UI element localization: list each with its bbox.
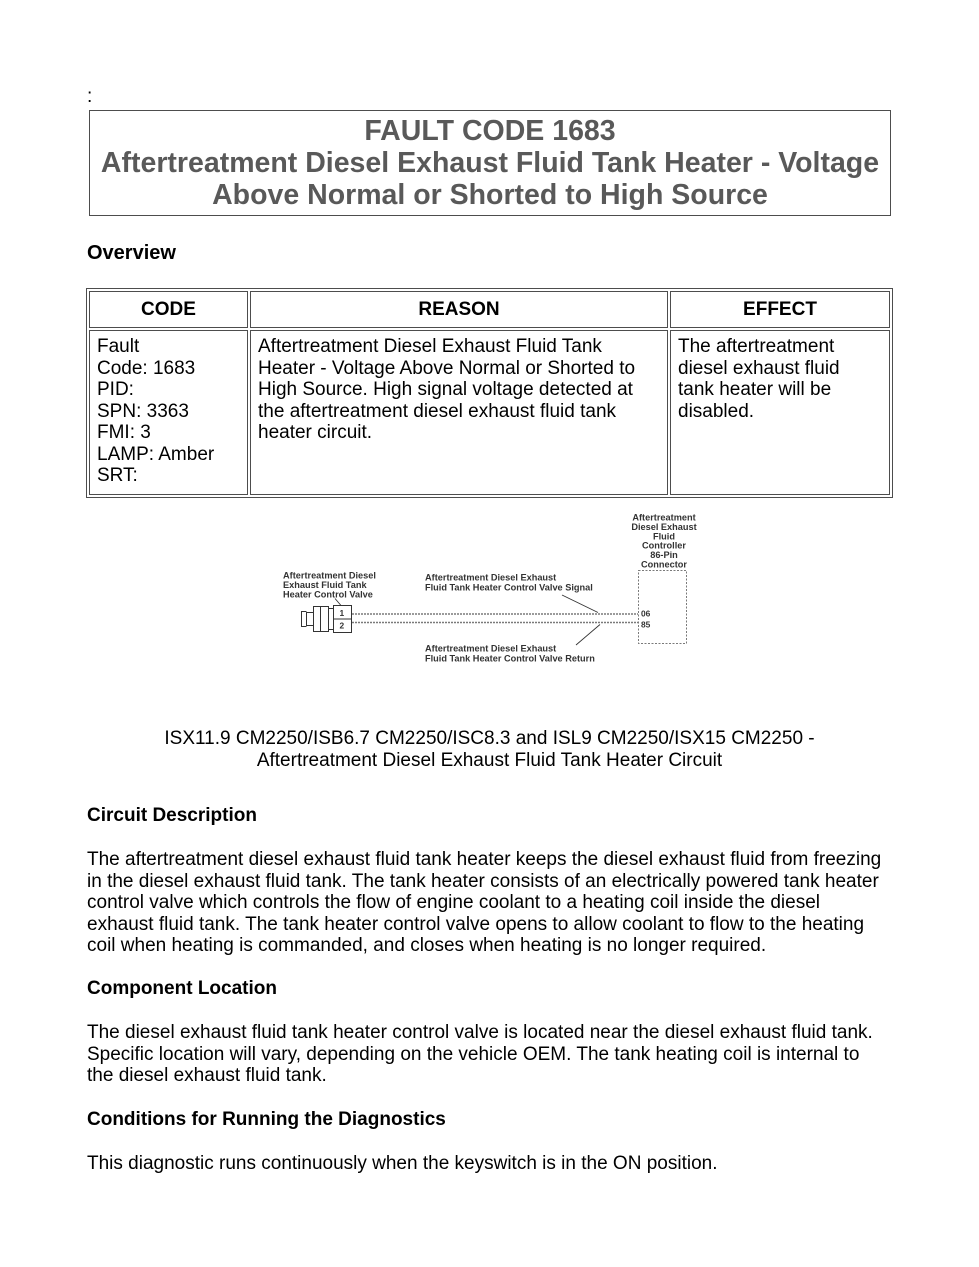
controller-label-line: Connector (641, 559, 687, 570)
overview-table (86, 288, 893, 498)
run-conditions-text (87, 1153, 717, 1175)
effect-cell (670, 330, 890, 495)
return-label-line: Fluid Tank Heater Control Valve Return (425, 653, 595, 664)
paragraph-line: in the diesel exhaust fluid tank. The tank heater consists of an electrically powered tank heater (87, 870, 879, 892)
paragraph-line: coil when heating is commanded, and closes when heating is no longer required. (87, 935, 767, 957)
return-leader-line (576, 625, 600, 646)
valve-pin-label: 1 (339, 608, 345, 618)
controller-connector-outline (639, 571, 687, 644)
fault-description-line: Aftertreatment Diesel Exhaust Fluid Tank Heater - Voltage (100, 147, 880, 179)
fault-code-heading: FAULT CODE 1683 (364, 115, 616, 147)
valve-connector-collar (329, 609, 334, 630)
effect-cell-line: disabled. (678, 400, 755, 422)
paragraph-line: The diesel exhaust fluid tank heater control valve is located near the diesel exhaust fluid tank. (87, 1022, 873, 1044)
circuit-description-heading: Circuit Description (87, 805, 257, 826)
controller-label-line: Controller (642, 540, 686, 551)
paragraph-line: The aftertreatment diesel exhaust fluid tank heater keeps the diesel exhaust fluid from freezing (87, 849, 882, 871)
signal-label-line: Fluid Tank Heater Control Valve Signal (425, 582, 593, 593)
reason-cell-line: Aftertreatment Diesel Exhaust Fluid Tank (258, 336, 602, 357)
controller-pin-label: 06 (641, 608, 651, 619)
caption-line: ISX11.9 CM2250/ISB6.7 CM2250/ISC8.3 and ISL9 CM2250/ISX15 CM2250 - (164, 728, 815, 749)
paragraph-line: This diagnostic runs continuously when the keyswitch is in the ON position. (87, 1153, 718, 1175)
caption-line: Aftertreatment Diesel Exhaust Fluid Tank Heater Circuit (256, 749, 723, 771)
paragraph-line: control valve which controls the flow of engine coolant to a heating coil inside the diesel (87, 892, 820, 914)
valve-leader-line (335, 599, 341, 606)
valve-connector-bracket (302, 612, 307, 627)
code-cell (89, 330, 248, 495)
diagram-caption (0, 728, 979, 771)
controller-label-line: 86-Pin (650, 550, 678, 561)
reason-cell-line: the aftertreatment diesel exhaust fluid tank (258, 400, 617, 422)
valve-label-line: Heater Control Valve (283, 589, 373, 600)
run-conditions-heading: Conditions for Running the Diagnostics (87, 1109, 446, 1130)
column-header-effect: EFFECT (670, 291, 890, 328)
circuit-diagram (270, 505, 710, 730)
return-wire-label (425, 643, 595, 663)
circuit-description-text (87, 849, 881, 957)
code-cell-line: PID: (97, 379, 134, 400)
controller-label (631, 513, 696, 570)
effect-cell-line: tank heater will be (678, 379, 832, 400)
valve-label-line: Aftertreatment Diesel (283, 570, 376, 581)
component-location-heading: Component Location (87, 978, 277, 999)
valve-pin-label: 2 (339, 620, 345, 631)
valve-connector-nub (307, 613, 314, 626)
reason-cell (250, 330, 668, 495)
valve-label (283, 570, 376, 599)
paragraph-line: Specific location will vary, depending on the vehicle OEM. The tank heating coil is internal to (87, 1043, 860, 1065)
paragraph-line: the diesel exhaust fluid tank. (87, 1065, 327, 1087)
code-cell-line: Fault (97, 336, 140, 357)
effect-cell-line: The aftertreatment (678, 336, 835, 357)
effect-cell-line: diesel exhaust fluid (678, 357, 840, 379)
controller-label-line: Aftertreatment (632, 512, 696, 523)
controller-label-line: Fluid (653, 531, 675, 542)
code-cell-line: SPN: 3363 (97, 400, 189, 422)
return-label-line: Aftertreatment Diesel Exhaust (425, 643, 557, 654)
reason-cell-line: heater circuit. (258, 422, 373, 443)
component-location-text (87, 1022, 873, 1087)
column-header-code: CODE (89, 291, 248, 328)
paragraph-line: exhaust fluid tank. The tank heater control valve opens to allow coolant to flow to the heating (87, 913, 865, 935)
valve-label-line: Exhaust Fluid Tank (283, 580, 367, 590)
code-cell-line: Code: 1683 (97, 357, 196, 379)
controller-pin-label: 85 (641, 619, 651, 630)
signal-wire-label (425, 572, 593, 592)
reason-cell-line: High Source. High signal voltage detected at (258, 379, 633, 400)
overview-heading: Overview (87, 242, 176, 264)
reason-cell-line: Heater - Voltage Above Normal or Shorted to (258, 357, 636, 379)
fault-description-line: Above Normal or Shorted to High Source (212, 179, 768, 211)
signal-label-line: Aftertreatment Diesel Exhaust (425, 572, 557, 583)
code-cell-line: LAMP: Amber (97, 443, 215, 465)
header-mark: : (87, 86, 93, 107)
controller-label-line: Diesel Exhaust (631, 521, 697, 532)
column-header-reason: REASON (250, 291, 668, 328)
signal-leader-line (562, 595, 598, 613)
code-cell-line: FMI: 3 (97, 422, 151, 443)
code-cell-line: SRT: (97, 465, 138, 486)
fault-code-title-box (89, 110, 891, 216)
